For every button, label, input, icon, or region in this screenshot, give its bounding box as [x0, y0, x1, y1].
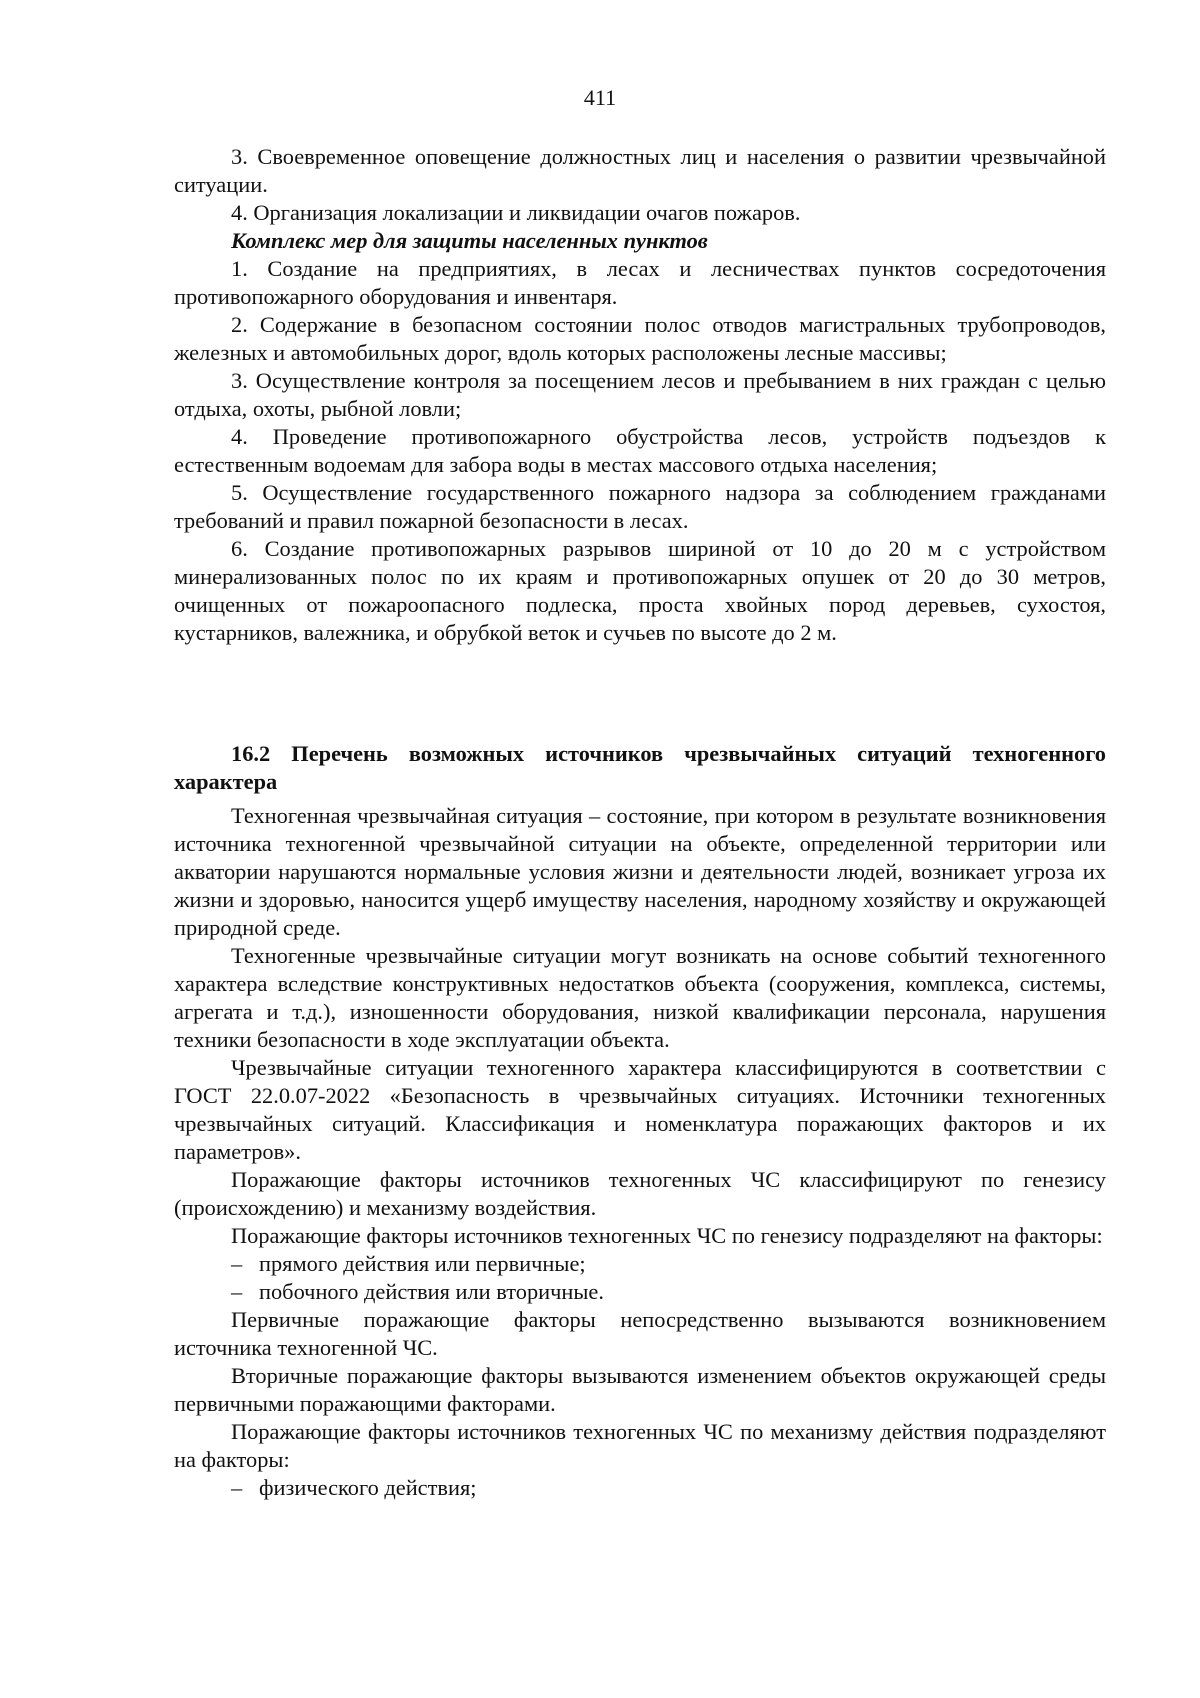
dash-list-item [174, 1278, 1106, 1306]
list-item: 5. Осуществление государственного пожарного надзора за соблюдением гражданами требований и правил пожарной безопасности в лесах. [174, 480, 1106, 533]
dash-mark: – [231, 1279, 243, 1304]
dash-list-text: физического действия; [259, 1475, 477, 1500]
list-item: 1. Создание на предприятиях, в лесах и лесничествах пунктов сосредоточения противопожарного оборудования и инвентаря. [174, 256, 1106, 309]
dash-list-item [174, 1474, 1106, 1502]
dash-list-item [174, 1250, 1106, 1278]
dash-mark: – [231, 1475, 243, 1500]
paragraph: Техногенные чрезвычайные ситуации могут возникать на основе событий техногенного характера вследствие конструктивных недостатков объекта (сооружения, комплекса, системы, агрегата и т.д.), изношенности оборудования, низкой квалификации персонала, нарушения техники безопасности в ходе эксплуатации объекта. [174, 943, 1106, 1052]
paragraph: Первичные поражающие факторы непосредственно вызываются возникновением источника техногенной ЧС. [174, 1307, 1106, 1360]
subheading: Комплекс мер для защиты населенных пунктов [231, 228, 708, 253]
dash-list-text: побочного действия или вторичные. [259, 1279, 604, 1304]
paragraph: Поражающие факторы источников техногенных ЧС по генезису подразделяют на факторы: [231, 1223, 1103, 1248]
paragraph: 3. Своевременное оповещение должностных лиц и населения о развитии чрезвычайной ситуации. [174, 144, 1106, 197]
paragraph: Вторичные поражающие факторы вызываются изменением объектов окружающей среды первичными поражающими факторами. [174, 1363, 1106, 1416]
list-item: 2. Содержание в безопасном состоянии полос отводов магистральных трубопроводов, железных и автомобильных дорог, вдоль которых расположены лесные массивы; [174, 312, 1106, 365]
page-number: 411 [583, 85, 617, 110]
dash-list-text: прямого действия или первичные; [259, 1251, 586, 1276]
list-item: 6. Создание противопожарных разрывов шириной от 10 до 20 м с устройством минерализованных полос по их краям и противопожарных опушек от 20 до 30 метров, очищенных от пожароопасного подлеска, проста хвойных пород деревьев, сухостоя, кустарников, валежника, и обрубкой веток и сучьев по высоте до 2 м. [174, 536, 1106, 645]
paragraph: Поражающие факторы источников техногенных ЧС классифицируют по генезису (происхождению) и механизму воздействия. [174, 1167, 1106, 1220]
paragraph: Поражающие факторы источников техногенных ЧС по механизму действия подразделяют на факторы: [174, 1419, 1106, 1472]
page-content [174, 143, 1106, 1502]
list-item: 3. Осуществление контроля за посещением лесов и пребыванием в них граждан с целью отдыха, охоты, рыбной ловли; [174, 368, 1106, 421]
dash-mark: – [231, 1251, 243, 1276]
list-item: 4. Проведение противопожарного обустройства лесов, устройств подъездов к естественным водоемам для забора воды в местах массового отдыха населения; [174, 424, 1106, 477]
section-heading: 16.2 Перечень возможных источников чрезвычайных ситуаций техногенного характера [174, 741, 1106, 794]
paragraph: 4. Организация локализации и ликвидации очагов пожаров. [231, 200, 801, 225]
paragraph: Техногенная чрезвычайная ситуация – состояние, при котором в результате возникновения источника техногенной чрезвычайной ситуации на объекте, определенной территории или акватории нарушаются нормальные условия жизни и деятельности людей, возникает угроза их жизни и здоровью, наносится ущерб имуществу населения, народному хозяйству и окружающей природной среде. [174, 803, 1106, 940]
paragraph: Чрезвычайные ситуации техногенного характера классифицируются в соответствии с ГОСТ 22.0.07-2022 «Безопасность в чрезвычайных ситуациях. Источники техногенных чрезвычайных ситуаций. Классификация и номенклатура поражающих факторов и их параметров». [174, 1055, 1106, 1164]
